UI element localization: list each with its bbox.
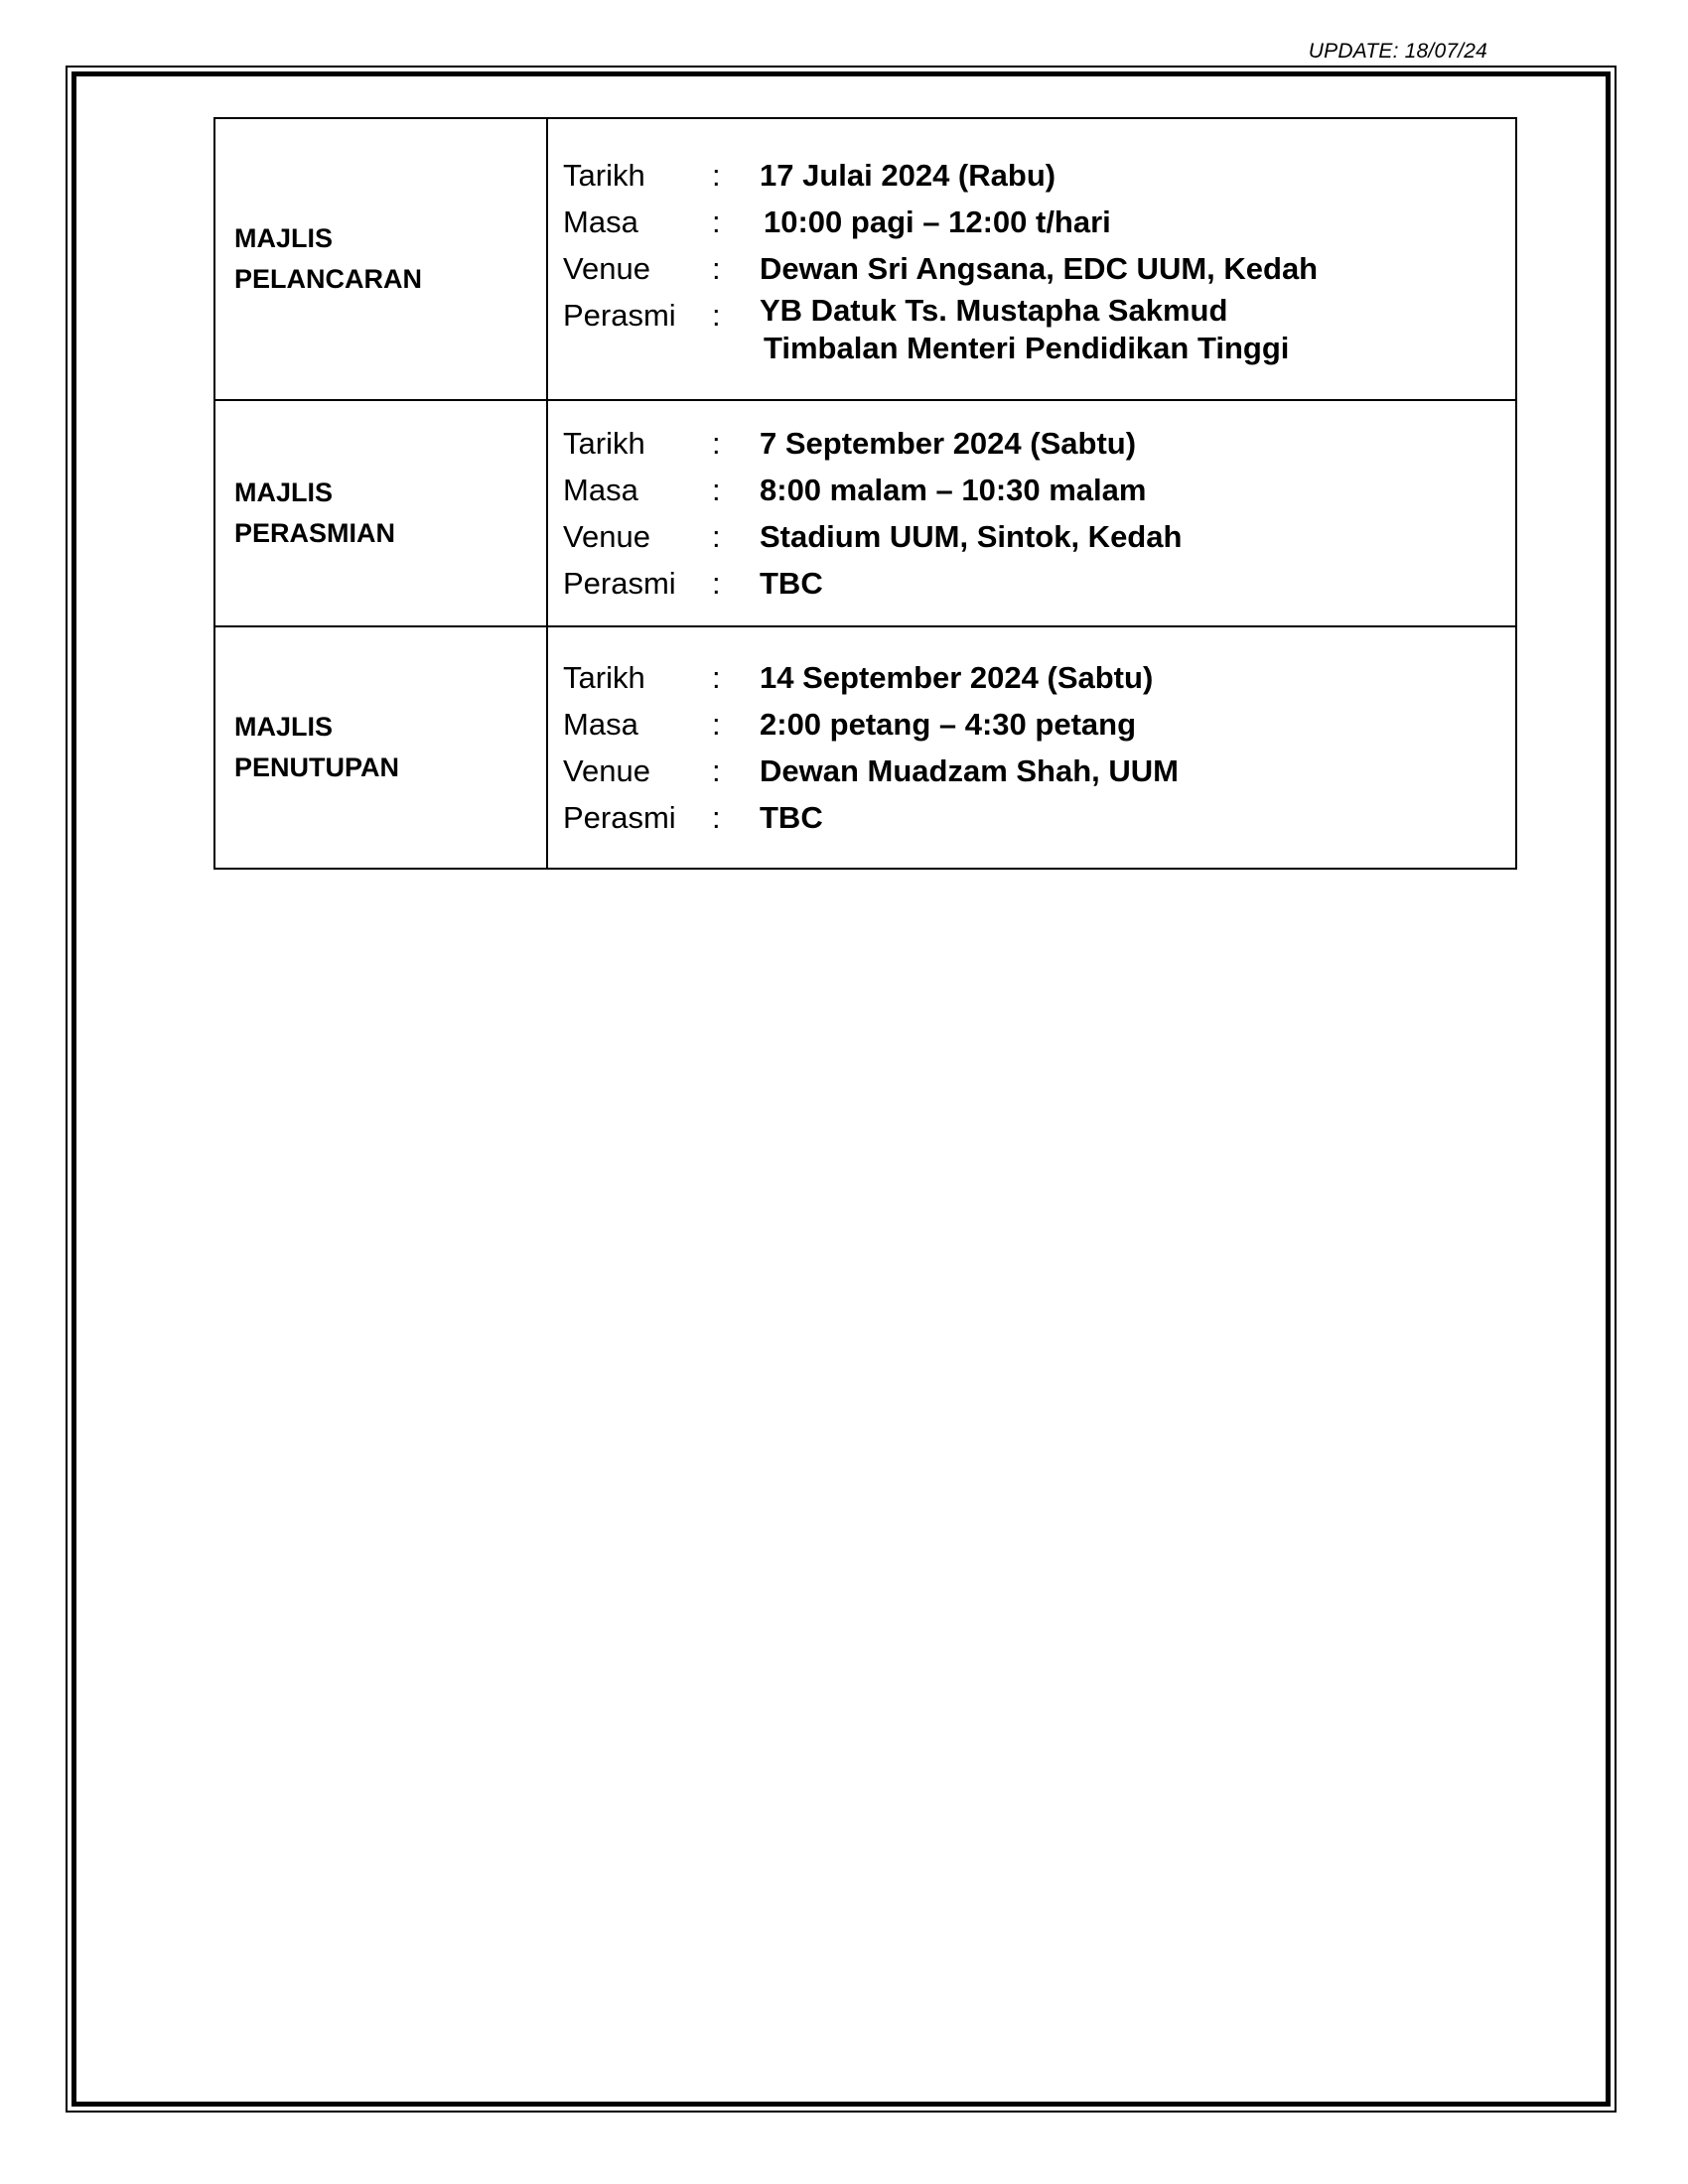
perasmi-label: Perasmi [563,566,676,601]
perasmi-value: TBC [760,566,823,601]
masa-label: Masa [563,204,638,239]
perasmi-value-line2: Timbalan Menteri Pendidikan Tinggi [764,330,1290,365]
tarikh-label: Tarikh [563,660,645,695]
event-details-cell [547,626,1516,869]
tarikh-value: 7 September 2024 (Sabtu) [760,426,1137,461]
colon-separator: : [712,707,721,742]
table-row-pelancaran [214,118,1516,400]
perasmi-value: TBC [760,800,823,835]
event-name-line2: PERASMIAN [234,518,396,548]
colon-separator: : [712,753,721,788]
detail-row-masa [563,467,1515,513]
colon-separator: : [712,250,721,286]
perasmi-value [760,292,1289,367]
tarikh-label: Tarikh [563,157,645,193]
venue-label: Venue [563,519,650,554]
event-name-line2: PENUTUPAN [234,752,400,782]
colon-separator: : [712,426,721,461]
detail-row-masa [563,701,1515,748]
colon-separator: : [712,204,721,239]
tarikh-value: 14 September 2024 (Sabtu) [760,660,1154,695]
detail-row-tarikh [563,152,1515,199]
event-name-cell [214,118,547,400]
colon-separator: : [712,566,721,601]
venue-label: Venue [563,753,650,788]
colon-separator: : [712,800,721,835]
detail-row-tarikh [563,420,1515,467]
masa-label: Masa [563,473,638,507]
event-name-line2: PELANCARAN [234,264,422,294]
masa-value: 10:00 pagi – 12:00 t/hari [764,204,1111,239]
event-details-cell [547,118,1516,400]
event-name-line1: MAJLIS [234,478,334,507]
detail-row-perasmi [563,794,1515,841]
detail-row-perasmi [563,292,1515,367]
colon-separator: : [712,157,721,193]
detail-row-masa [563,199,1515,245]
event-schedule-table [213,117,1517,870]
colon-separator: : [712,519,721,554]
event-details-cell [547,400,1516,626]
colon-separator: : [712,297,721,333]
detail-row-venue [563,245,1515,292]
event-name-cell [214,400,547,626]
venue-value: Stadium UUM, Sintok, Kedah [760,519,1183,554]
table-row-penutupan [214,626,1516,869]
detail-row-perasmi [563,560,1515,607]
masa-value: 8:00 malam – 10:30 malam [760,473,1147,507]
perasmi-value-line1: YB Datuk Ts. Mustapha Sakmud [760,292,1228,328]
colon-separator: : [712,473,721,507]
venue-value: Dewan Muadzam Shah, UUM [760,753,1179,788]
colon-separator: : [712,660,721,695]
perasmi-label: Perasmi [563,297,676,333]
detail-row-tarikh [563,654,1515,701]
update-stamp: UPDATE: 18/07/24 [1308,40,1487,63]
event-name-line1: MAJLIS [234,712,334,742]
masa-value: 2:00 petang – 4:30 petang [760,707,1137,742]
detail-row-venue [563,748,1515,794]
perasmi-label: Perasmi [563,800,676,835]
tarikh-label: Tarikh [563,426,645,461]
event-name-cell [214,626,547,869]
venue-label: Venue [563,250,650,286]
table-row-perasmian [214,400,1516,626]
venue-value: Dewan Sri Angsana, EDC UUM, Kedah [760,250,1319,286]
event-name-line1: MAJLIS [234,223,334,253]
masa-label: Masa [563,707,638,742]
detail-row-venue [563,513,1515,560]
tarikh-value: 17 Julai 2024 (Rabu) [760,157,1056,193]
